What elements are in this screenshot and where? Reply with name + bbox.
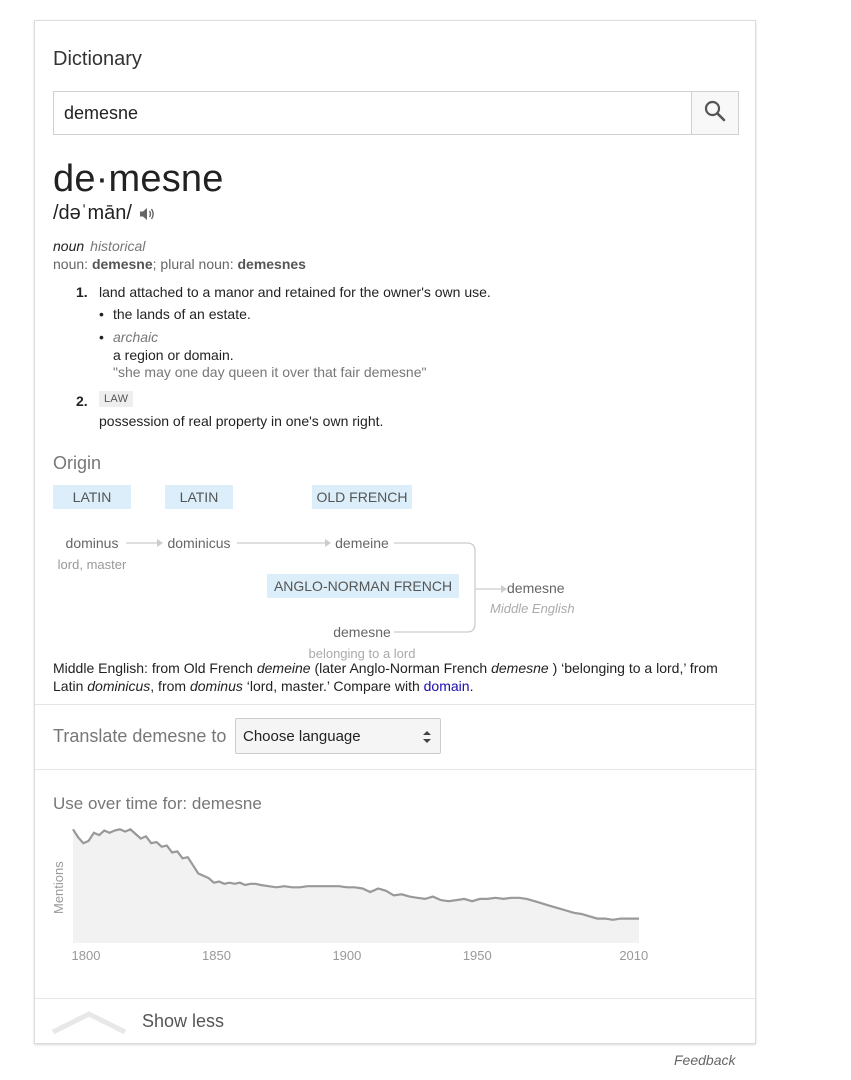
search-icon xyxy=(704,100,726,127)
usage-title: Use over time for: demesne xyxy=(53,794,262,813)
etymology-diagram xyxy=(49,479,629,661)
y-axis-label: Mentions xyxy=(51,861,66,914)
form-plural: demesnes xyxy=(237,256,306,272)
part-of-speech: noun xyxy=(53,238,85,254)
divider xyxy=(35,704,755,705)
word-forms xyxy=(53,256,306,272)
forms-prefix: noun: xyxy=(53,256,92,272)
dictionary-card xyxy=(34,20,756,1044)
usage-area xyxy=(73,829,639,943)
search-box xyxy=(53,91,739,135)
subject-label: LAW xyxy=(99,391,133,407)
etym-gloss: belonging to a lord xyxy=(308,646,416,661)
bullet: • xyxy=(99,329,104,345)
x-tick-label: 1850 xyxy=(202,948,231,963)
sense-definition: possession of real property in one's own right. xyxy=(99,413,384,429)
sense-number: 2. xyxy=(76,393,88,409)
search-button[interactable] xyxy=(691,92,738,134)
etym-word: demesne xyxy=(333,624,391,640)
origin-title: Origin xyxy=(53,453,102,473)
bullet: • xyxy=(99,306,104,322)
form-singular: demesne xyxy=(91,256,153,272)
pronunciation: /dəˈmān/ xyxy=(53,202,132,224)
origin-description: Middle English: from Old French demeine (later Anglo-Norman French demesne ) ‘belonging to a lord,’ from Latin dominicus, from dominus ‘lord, master.’ Compare with domain. xyxy=(53,660,718,694)
pronunciation-row xyxy=(53,202,156,225)
etym-word: demesne xyxy=(507,580,565,596)
lang-tag: OLD FRENCH xyxy=(316,489,408,505)
x-tick-label: 2010 xyxy=(619,948,649,963)
etym-gloss: lord, master xyxy=(57,557,127,572)
lang-tag: LATIN xyxy=(179,489,219,505)
usage-chart xyxy=(49,819,649,969)
etym-word: demeine xyxy=(335,535,389,551)
lang-tag: LATIN xyxy=(72,489,112,505)
subsense-definition: a region or domain. xyxy=(113,347,234,363)
x-tick-label: 1900 xyxy=(332,948,362,963)
feedback-link[interactable]: Feedback xyxy=(674,1052,736,1068)
card-title: Dictionary xyxy=(53,48,142,70)
etym-word: dominus xyxy=(65,535,119,551)
x-tick-label: 1950 xyxy=(462,948,492,963)
speaker-icon[interactable] xyxy=(138,206,156,222)
domain-link[interactable]: domain xyxy=(423,678,470,694)
search-input[interactable] xyxy=(54,92,692,134)
translate-label: Translate demesne to xyxy=(53,726,227,746)
x-tick-label: 1800 xyxy=(71,948,101,963)
etym-word: dominicus xyxy=(167,535,231,551)
language-select-value: Choose language xyxy=(243,727,361,745)
sense-number: 1. xyxy=(76,284,88,300)
example-sentence: "she may one day queen it over that fair demesne" xyxy=(113,364,427,380)
divider xyxy=(35,769,755,770)
select-arrows-icon xyxy=(422,729,432,749)
language-select[interactable] xyxy=(235,718,441,754)
register-label: historical xyxy=(90,238,146,254)
subsense-definition: the lands of an estate. xyxy=(113,306,251,322)
part-of-speech-row xyxy=(53,238,145,254)
lang-tag: ANGLO-NORMAN FRENCH xyxy=(273,578,453,594)
etym-gloss: Middle English xyxy=(490,601,575,616)
show-less-button[interactable] xyxy=(35,999,755,1043)
subsense-label: archaic xyxy=(113,329,159,345)
chevron-up-icon xyxy=(51,1010,127,1041)
sense-definition: land attached to a manor and retained for the owner's own use. xyxy=(99,284,491,300)
show-less-label: Show less xyxy=(142,1011,225,1031)
headword: de·mesne xyxy=(53,158,224,200)
forms-plural-prefix: ; plural noun: xyxy=(152,256,238,272)
